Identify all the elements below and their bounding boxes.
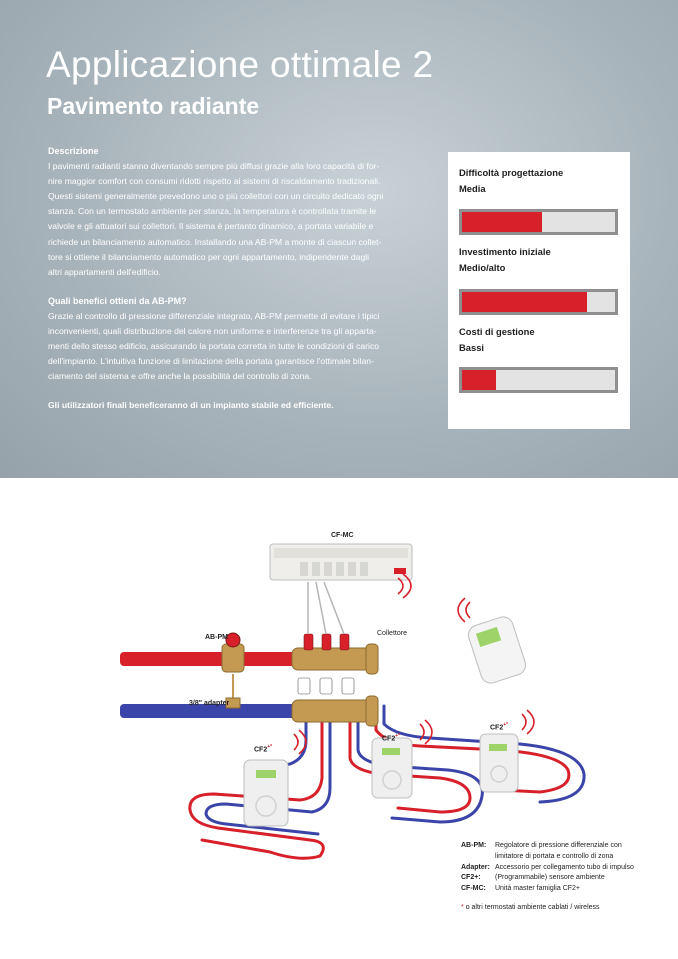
description-line: I pavimenti radianti stanno diventando sempre più diffusi grazie alla loro capacità di for- xyxy=(48,161,380,172)
benefits-line: inconvenienti, quali distribuzione del calore non uniforme e interferenze tra gli apparta- xyxy=(48,326,377,337)
benefits-line: menti dello stesso edificio, assicurando la portata corretta in tutte le condizioni di carico xyxy=(48,341,380,352)
legend-row: AB-PM: Regolatore di pressione differenziale con xyxy=(461,842,622,849)
rating-bar-fill xyxy=(462,370,496,390)
rating-value: Medio/alto xyxy=(459,262,506,273)
legend-row: CF2+: (Programmabile) sensore ambiente xyxy=(461,874,605,882)
rating-panel xyxy=(448,152,630,429)
collettore-label: Collettore xyxy=(377,630,407,637)
abpm-valve xyxy=(222,633,244,704)
page-subtitle: Pavimento radiante xyxy=(47,93,260,119)
text-column xyxy=(48,144,432,414)
rating-bar-fill xyxy=(462,292,587,312)
header-banner xyxy=(0,0,678,478)
benefits-line: dell'impianto. L'intuitiva funzione di limitazione della portata garantisce l'ottimale bilan- xyxy=(48,356,374,367)
cf2-label: CF2+* xyxy=(254,744,273,754)
description-line: altri appartamenti dell'edificio. xyxy=(48,266,161,277)
page-title: Applicazione ottimale 2 xyxy=(46,44,434,85)
rating-label: Difficoltà progettazione xyxy=(459,167,564,178)
rating-bar xyxy=(459,367,618,393)
legend-note: * o altri termostati ambiente cablati / wireless xyxy=(461,903,600,911)
rating-label: Investimento iniziale xyxy=(459,246,551,257)
description-line: Questi sistemi generalmente prevedono uno o più collettori con un circuito dedicato ogni xyxy=(48,191,384,202)
description-line: valvole e gli attuatori sui collettori. Il sistema è pertanto dinamico, a portata variabile e xyxy=(48,221,374,232)
supply-pipe xyxy=(120,652,300,666)
cf2-label: CF2+* xyxy=(490,722,509,732)
description-heading: Descrizione xyxy=(48,146,99,156)
supply-manifold xyxy=(292,648,372,670)
cfmc-unit xyxy=(270,544,412,580)
benefits-line: Grazie al controllo di pressione differenziale integrato, AB-PM permette di evitare i tipici xyxy=(48,310,380,321)
description-line: tore si ottiene il bilanciamento automatico per ogni appartamento, indipendente dagli xyxy=(48,251,370,262)
cf2-label: CF2+* xyxy=(382,733,401,743)
benefits-heading: Quali benefici ottieni da AB-PM? xyxy=(48,295,187,306)
rating-value: Media xyxy=(459,183,486,194)
description-line: stanza. Con un termostato ambiente per stanza, la temperatura è controllata tramite le xyxy=(48,206,377,217)
description-line: nire maggior comfort con consumi ridotti rispetto ai sistemi di riscaldamento tradizionali. xyxy=(48,176,381,187)
legend-row: limitatore di portata e controllo di zona xyxy=(495,852,614,860)
return-manifold xyxy=(292,700,372,722)
benefits-line: ciamento del sistema e offre anche la possibilità del controllo di zona. xyxy=(48,371,312,382)
legend xyxy=(461,841,634,914)
remote-control xyxy=(466,614,528,685)
cfmc-label: CF-MC xyxy=(331,532,354,539)
abpm-label: AB-PM xyxy=(205,634,228,641)
description-line: richiede un bilanciamento automatico. Installando una AB-PM a monte di ciascun collet- xyxy=(48,236,382,247)
rating-label: Costi di gestione xyxy=(459,326,535,337)
rating-bar xyxy=(459,289,618,315)
rating-bar xyxy=(459,209,618,235)
legend-row: Adapter: Accessorio per collegamento tubo di impulso xyxy=(461,863,634,871)
benefits-conclusion: Gli utilizzatori finali beneficeranno di un impianto stabile ed efficiente. xyxy=(48,400,334,411)
rating-bar-fill xyxy=(462,212,542,232)
adapter-label: 3/8" adapter xyxy=(189,700,230,707)
rating-value: Bassi xyxy=(459,342,485,353)
legend-row: CF-MC: Unità master famiglia CF2+ xyxy=(461,885,581,893)
